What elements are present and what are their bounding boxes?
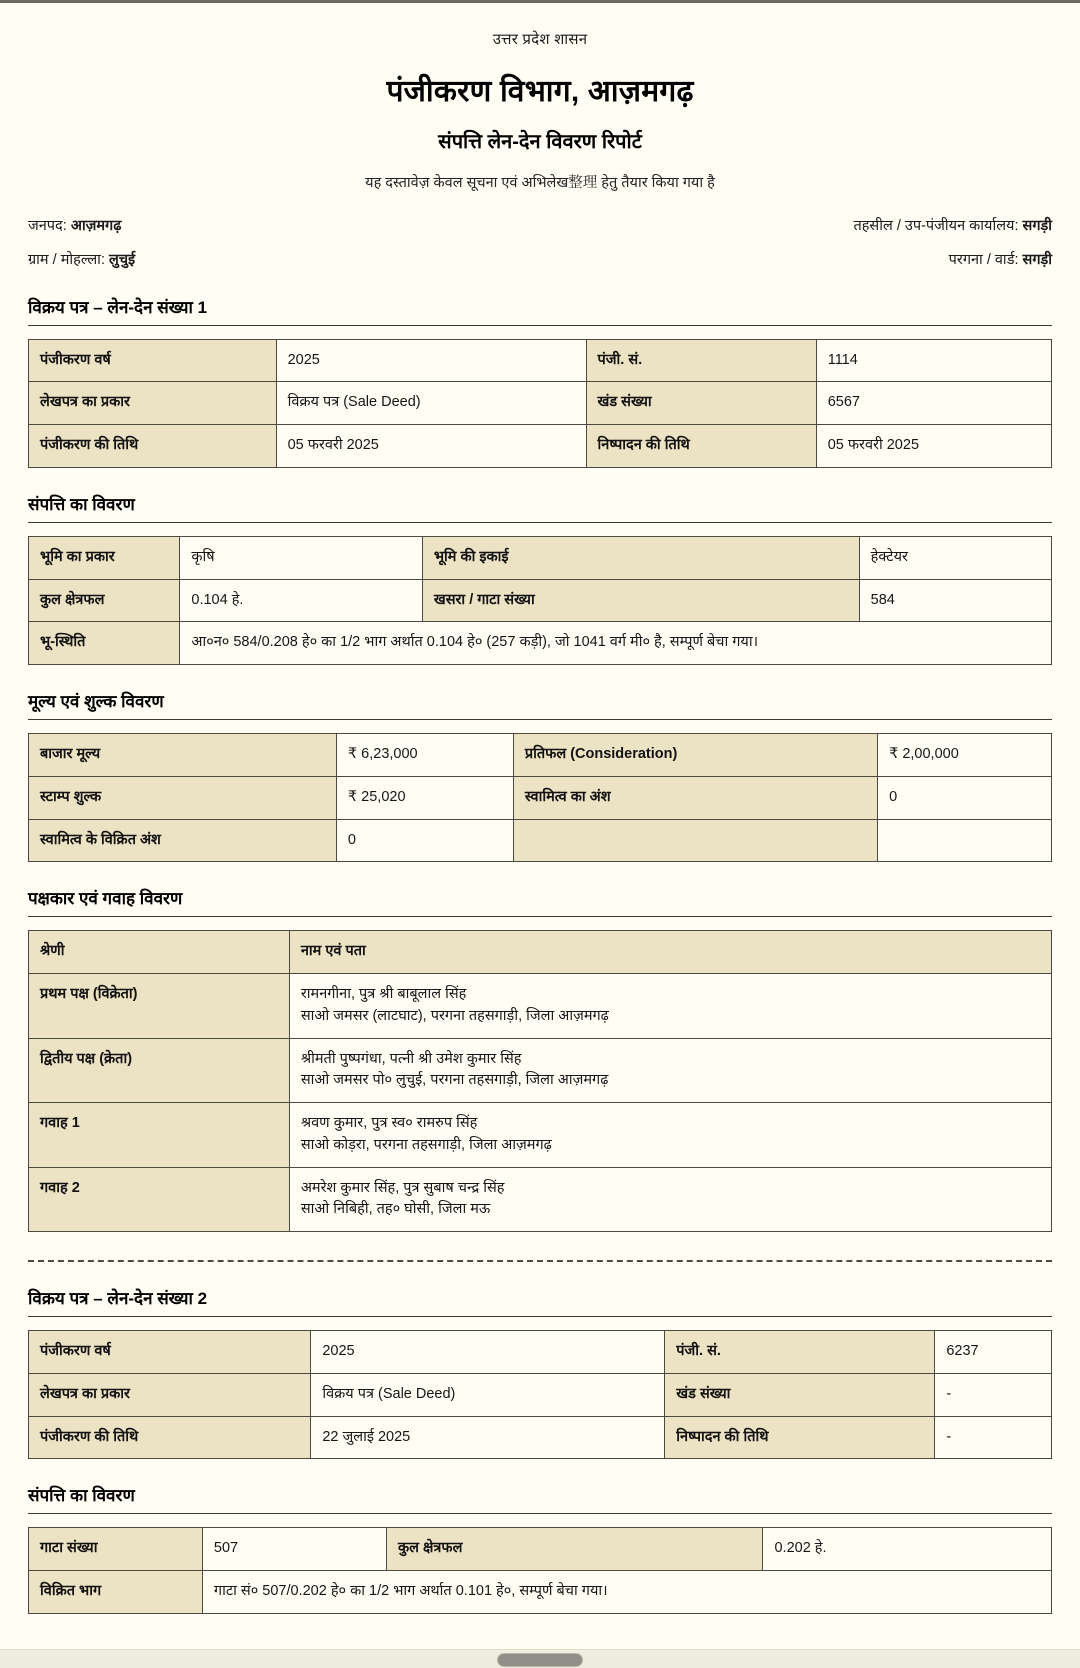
location-meta-block bbox=[28, 215, 1052, 269]
table-row bbox=[29, 1373, 1052, 1416]
horizontal-scrollbar-thumb[interactable] bbox=[497, 1653, 583, 1667]
property-1-table bbox=[28, 536, 1052, 665]
cell-label: पंजीकरण वर्ष bbox=[29, 1331, 311, 1374]
cell-label: पंजी. सं. bbox=[665, 1331, 935, 1374]
cell-label: पंजीकरण की तिथि bbox=[29, 1416, 311, 1459]
cell-value: - bbox=[935, 1416, 1052, 1459]
pargana-label: परगना / वार्ड: bbox=[948, 251, 1019, 268]
cell-value: 584 bbox=[859, 579, 1051, 622]
cell-label: पंजीकरण वर्ष bbox=[29, 339, 277, 382]
cell-label: पंजी. सं. bbox=[586, 339, 816, 382]
cell-empty-label bbox=[513, 819, 877, 862]
cell-name-address bbox=[289, 1038, 1051, 1103]
cell-name-address bbox=[289, 1167, 1051, 1232]
value-fees-table bbox=[28, 733, 1052, 862]
horizontal-scrollbar-track[interactable] bbox=[0, 1649, 1080, 1668]
section-heading-property-2: संपत्ति का विवरण bbox=[28, 1483, 1052, 1514]
cell-value: - bbox=[935, 1373, 1052, 1416]
cell-label: खंड संख्या bbox=[665, 1373, 935, 1416]
person-name: श्रीमती पुष्पगंधा, पत्नी श्री उमेश कुमार सिंह bbox=[300, 1050, 522, 1067]
district-field bbox=[28, 215, 121, 235]
cell-label: निष्पादन की तिथि bbox=[586, 425, 816, 468]
cell-value: 0.202 हे. bbox=[763, 1528, 1052, 1571]
table-row bbox=[29, 382, 1052, 425]
cell-name-address bbox=[289, 1103, 1051, 1168]
cell-value: ₹ 2,00,000 bbox=[878, 734, 1052, 777]
cell-label-land-status: भू-स्थिति bbox=[29, 622, 180, 665]
cell-value: 22 जुलाई 2025 bbox=[311, 1416, 665, 1459]
table-row bbox=[29, 536, 1052, 579]
table-row bbox=[29, 734, 1052, 777]
transaction-2-table bbox=[28, 1330, 1052, 1459]
cell-category: गवाह 2 bbox=[29, 1167, 290, 1232]
cell-label: प्रतिफल (Consideration) bbox=[513, 734, 877, 777]
cell-category: द्वितीय पक्ष (क्रेता) bbox=[29, 1038, 290, 1103]
tehsil-label: तहसील / उप-पंजीयन कार्यालय: bbox=[853, 217, 1019, 234]
document-masthead bbox=[28, 29, 1052, 192]
cell-value: ₹ 6,23,000 bbox=[336, 734, 513, 777]
column-header-name-address: नाम एवं पता bbox=[289, 931, 1051, 974]
cell-label: खंड संख्या bbox=[586, 382, 816, 425]
cell-value: 6567 bbox=[816, 382, 1051, 425]
document-sheet bbox=[0, 3, 1080, 1668]
meta-row-village bbox=[28, 249, 1052, 269]
cell-label: स्वामित्व का अंश bbox=[513, 776, 877, 819]
table-row bbox=[29, 1038, 1052, 1103]
person-address: साओ जमसर पो० लुचुई, परगना तहसगाड़ी, जिला आज़मगढ़ bbox=[300, 1072, 609, 1089]
cell-label: लेखपत्र का प्रकार bbox=[29, 1373, 311, 1416]
table-row bbox=[29, 579, 1052, 622]
cell-value: 05 फरवरी 2025 bbox=[816, 425, 1051, 468]
cell-value: विक्रय पत्र (Sale Deed) bbox=[311, 1373, 665, 1416]
person-address: साओ निबिही, तह० घोसी, जिला मऊ bbox=[300, 1201, 491, 1218]
village-field bbox=[28, 249, 135, 269]
person-name: अमरेश कुमार सिंह, पुत्र सुबाष चन्द्र सिंह bbox=[300, 1179, 505, 1196]
cell-value: 2025 bbox=[311, 1331, 665, 1374]
property-2-table bbox=[28, 1527, 1052, 1614]
cell-value: 0 bbox=[878, 776, 1052, 819]
pargana-field bbox=[949, 249, 1052, 269]
cell-value: कृषि bbox=[180, 536, 422, 579]
government-line: उत्तर प्रदेश शासन bbox=[492, 31, 588, 48]
cell-label: कुल क्षेत्रफल bbox=[387, 1528, 763, 1571]
cell-value: 6237 bbox=[935, 1331, 1052, 1374]
cell-value: 2025 bbox=[276, 339, 586, 382]
cell-value: ₹ 25,020 bbox=[336, 776, 513, 819]
meta-row-district bbox=[28, 215, 1052, 235]
cell-label: कुल क्षेत्रफल bbox=[29, 579, 180, 622]
cell-name-address bbox=[289, 974, 1051, 1039]
table-row bbox=[29, 1528, 1052, 1571]
cell-label: पंजीकरण की तिथि bbox=[29, 425, 277, 468]
pargana-value: सगड़ी bbox=[1022, 251, 1052, 268]
cell-empty-value bbox=[878, 819, 1052, 862]
cell-label: खसरा / गाटा संख्या bbox=[422, 579, 859, 622]
person-name: रामनगीना, पुत्र श्री बाबूलाल सिंह bbox=[300, 986, 467, 1003]
section-heading-parties-witnesses: पक्षकार एवं गवाह विवरण bbox=[28, 886, 1052, 917]
cell-value: 1114 bbox=[816, 339, 1051, 382]
transaction-1-table bbox=[28, 339, 1052, 468]
cell-value-sold-part: गाटा सं० 507/0.202 हे० का 1/2 भाग अर्थात 0.101 हे०, सम्पूर्ण बेचा गया। bbox=[202, 1571, 1051, 1614]
cell-value: 05 फरवरी 2025 bbox=[276, 425, 586, 468]
section-heading-value-fees: मूल्य एवं शुल्क विवरण bbox=[28, 689, 1052, 720]
table-row-land-status bbox=[29, 622, 1052, 665]
village-label: ग्राम / मोहल्ला: bbox=[28, 251, 105, 268]
cell-label: बाजार मूल्य bbox=[29, 734, 337, 777]
section-value-fees bbox=[28, 689, 1052, 862]
cell-category: गवाह 1 bbox=[29, 1103, 290, 1168]
tehsil-value: सगड़ी bbox=[1022, 217, 1052, 234]
table-row bbox=[29, 1416, 1052, 1459]
section-property-2 bbox=[28, 1483, 1052, 1614]
table-row bbox=[29, 1331, 1052, 1374]
cell-value-land-status: आ०न० 584/0.208 हे० का 1/2 भाग अर्थात 0.104 हे० (257 कड़ी), जो 1041 वर्ग मी० है, सम्पूर्ण बेचा गया। bbox=[180, 622, 1052, 665]
section-heading-property-1: संपत्ति का विवरण bbox=[28, 492, 1052, 523]
table-row bbox=[29, 974, 1052, 1039]
section-transaction-2 bbox=[28, 1286, 1052, 1459]
cell-value: 0 bbox=[336, 819, 513, 862]
cell-label: स्वामित्व के विक्रित अंश bbox=[29, 819, 337, 862]
department-title: पंजीकरण विभाग, आज़मगढ़ bbox=[386, 75, 694, 109]
table-row bbox=[29, 776, 1052, 819]
table-row-sold-part bbox=[29, 1571, 1052, 1614]
village-value: लुचुई bbox=[109, 251, 136, 268]
cell-value: 0.104 हे. bbox=[180, 579, 422, 622]
section-parties-witnesses bbox=[28, 886, 1052, 1232]
table-row bbox=[29, 819, 1052, 862]
person-address: साओ जमसर (लाटघाट), परगना तहसगाड़ी, जिला आज़मगढ़ bbox=[300, 1007, 609, 1024]
cell-category: प्रथम पक्ष (विक्रेता) bbox=[29, 974, 290, 1039]
column-header-category: श्रेणी bbox=[29, 931, 290, 974]
parties-witnesses-table bbox=[28, 930, 1052, 1232]
table-row bbox=[29, 425, 1052, 468]
cell-label: गाटा संख्या bbox=[29, 1528, 203, 1571]
cell-value: विक्रय पत्र (Sale Deed) bbox=[276, 382, 586, 425]
cell-label: लेखपत्र का प्रकार bbox=[29, 382, 277, 425]
cell-value: हेक्टेयर bbox=[859, 536, 1051, 579]
cell-label-sold-part: विक्रित भाग bbox=[29, 1571, 203, 1614]
person-address: साओ कोड़रा, परगना तहसगाड़ी, जिला आज़मगढ़ bbox=[300, 1136, 552, 1153]
section-transaction-1 bbox=[28, 295, 1052, 468]
section-property-1 bbox=[28, 492, 1052, 665]
cell-label: निष्पादन की तिथि bbox=[665, 1416, 935, 1459]
transaction-divider bbox=[28, 1260, 1052, 1262]
table-row bbox=[29, 1167, 1052, 1232]
section-heading-transaction-2: विक्रय पत्र – लेन-देन संख्या 2 bbox=[28, 1286, 1052, 1317]
cell-label: स्टाम्प शुल्क bbox=[29, 776, 337, 819]
report-title: संपत्ति लेन-देन विवरण रिपोर्ट bbox=[438, 130, 642, 153]
person-name: श्रवण कुमार, पुत्र स्व० रामरुप सिंह bbox=[300, 1115, 478, 1132]
table-row bbox=[29, 1103, 1052, 1168]
cell-value: 507 bbox=[202, 1528, 386, 1571]
cell-label: भूमि की इकाई bbox=[422, 536, 859, 579]
section-heading-transaction-1: विक्रय पत्र – लेन-देन संख्या 1 bbox=[28, 295, 1052, 326]
tehsil-field bbox=[853, 215, 1052, 235]
document-disclaimer: यह दस्तावेज़ केवल सूचना एवं अभिलेख整理 हेतु तैयार किया गया है bbox=[365, 174, 715, 191]
district-label: जनपद: bbox=[28, 217, 67, 234]
district-value: आज़मगढ़ bbox=[70, 217, 122, 234]
cell-label: भूमि का प्रकार bbox=[29, 536, 180, 579]
table-row bbox=[29, 339, 1052, 382]
table-header-row bbox=[29, 931, 1052, 974]
